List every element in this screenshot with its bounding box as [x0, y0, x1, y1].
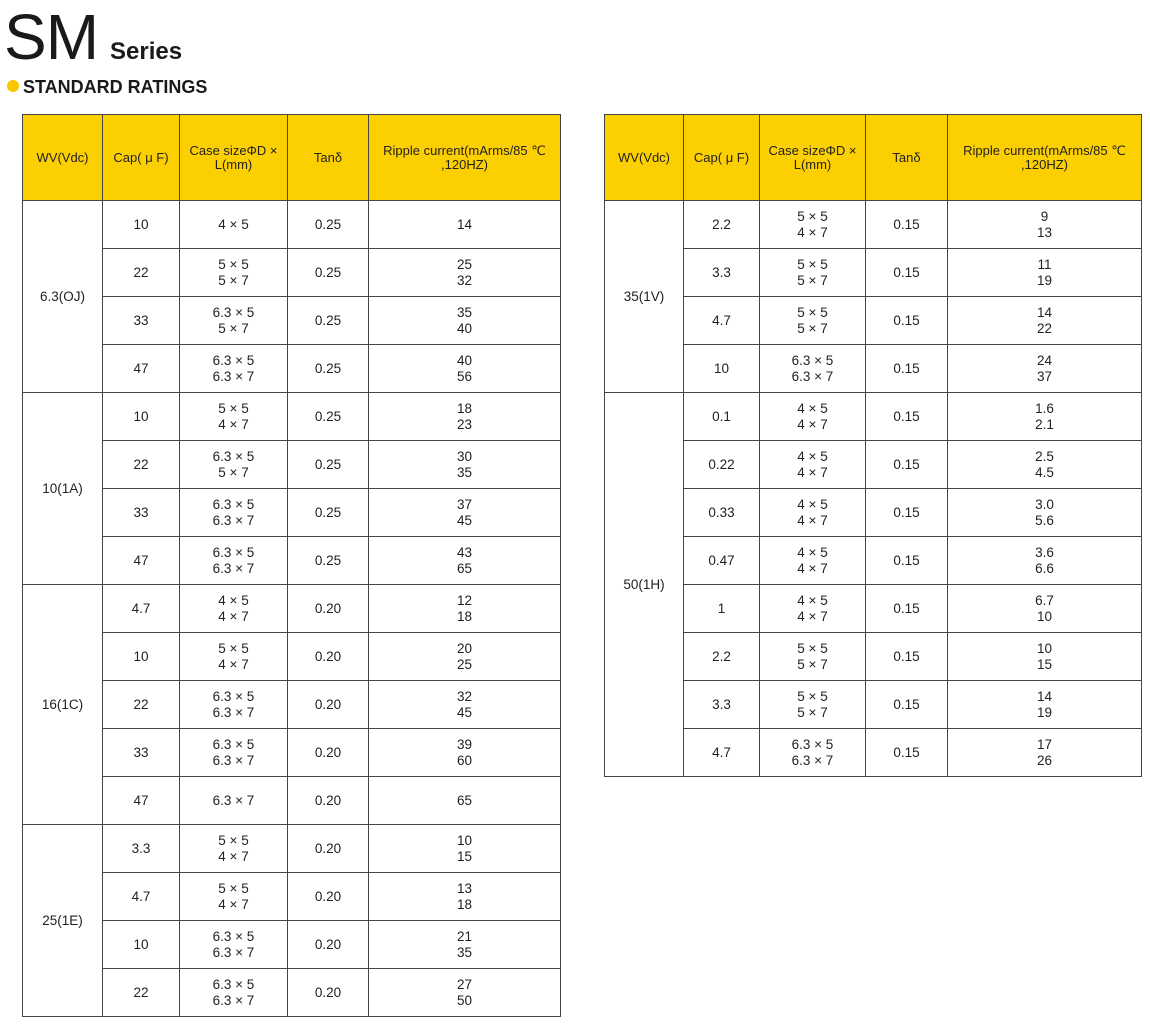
case-size-value: 5 × 5 [218, 400, 249, 416]
tan-delta-cell: 0.25 [288, 297, 369, 345]
ripple-current-value: 35 [456, 464, 473, 480]
cap-cell: 10 [103, 921, 180, 969]
case-size-cell [180, 537, 288, 585]
tan-delta-cell: 0.15 [866, 201, 948, 249]
case-size-cell [180, 393, 288, 441]
case-size-value: 6.3 × 5 [212, 448, 255, 464]
tan-delta-cell: 0.25 [288, 441, 369, 489]
ripple-current-cell [369, 393, 561, 441]
table-row [605, 393, 1142, 441]
case-size-cell [760, 585, 866, 633]
ripple-current-value: 17 [1036, 736, 1053, 752]
table-row [605, 729, 1142, 777]
case-size-cell [180, 585, 288, 633]
table-row [23, 201, 561, 249]
tan-delta-cell: 0.20 [288, 633, 369, 681]
case-size-cell [180, 441, 288, 489]
table-row [23, 297, 561, 345]
ripple-current-value: 22 [1036, 320, 1053, 336]
case-size-value: 5 × 7 [797, 272, 828, 288]
tan-delta-cell: 0.15 [866, 345, 948, 393]
case-size-value: 4 × 7 [218, 656, 249, 672]
series-name: SM [4, 1, 98, 73]
ripple-current-value: 35 [456, 304, 473, 320]
tan-delta-cell: 0.25 [288, 345, 369, 393]
case-size-value: 6.3 × 5 [791, 352, 834, 368]
ripple-current-cell [948, 297, 1142, 345]
case-size-value: 6.3 × 5 [212, 544, 255, 560]
case-size-value: 5 × 7 [797, 656, 828, 672]
table-row [23, 441, 561, 489]
case-size-value: 4 × 7 [218, 896, 249, 912]
case-size-value: 6.3 × 5 [791, 736, 834, 752]
cap-cell: 10 [684, 345, 760, 393]
case-size-value: 5 × 5 [797, 304, 828, 320]
tan-delta-cell: 0.25 [288, 201, 369, 249]
table-row [23, 873, 561, 921]
case-size-value: 5 × 5 [797, 640, 828, 656]
case-size-value: 5 × 7 [218, 320, 249, 336]
ripple-current-value: 19 [1036, 704, 1053, 720]
cap-cell: 3.3 [103, 825, 180, 873]
header-ripple-current: Ripple current(mArms/85 ℃ ,120HZ) [948, 115, 1142, 201]
case-size-value: 4 × 7 [797, 464, 828, 480]
ripple-current-value: 37 [1036, 368, 1053, 384]
tan-delta-cell: 0.15 [866, 585, 948, 633]
case-size-value: 4 × 7 [797, 512, 828, 528]
table-row [605, 345, 1142, 393]
ripple-current-value: 65 [456, 792, 473, 808]
case-size-cell [760, 489, 866, 537]
case-size-cell [760, 249, 866, 297]
case-size-value: 4 × 5 [797, 448, 828, 464]
table-row [605, 297, 1142, 345]
ripple-current-value: 18 [456, 608, 473, 624]
case-size-cell [180, 297, 288, 345]
ripple-current-value: 35 [456, 944, 473, 960]
ripple-current-value: 3.6 [1035, 544, 1054, 560]
table-header-row [23, 115, 561, 201]
ripple-current-value: 21 [456, 928, 473, 944]
cap-cell: 2.2 [684, 201, 760, 249]
cap-cell: 10 [103, 633, 180, 681]
tan-delta-cell: 0.25 [288, 537, 369, 585]
case-size-cell [760, 393, 866, 441]
section-heading [7, 77, 207, 98]
case-size-cell [760, 729, 866, 777]
case-size-value: 6.3 × 5 [212, 352, 255, 368]
table-row [23, 969, 561, 1017]
cap-cell: 22 [103, 441, 180, 489]
case-size-value: 4 × 5 [218, 592, 249, 608]
ripple-current-value: 4.5 [1035, 464, 1054, 480]
ripple-current-value: 19 [1036, 272, 1053, 288]
cap-cell: 0.47 [684, 537, 760, 585]
case-size-cell [760, 441, 866, 489]
ripple-current-value: 15 [456, 848, 473, 864]
header-cap: Cap( μ F) [103, 115, 180, 201]
cap-cell: 22 [103, 249, 180, 297]
wv-cell: 6.3(OJ) [23, 201, 103, 393]
wv-cell: 25(1E) [23, 825, 103, 1017]
cap-cell: 4.7 [684, 297, 760, 345]
ripple-current-value: 30 [456, 448, 473, 464]
ripple-current-value: 45 [456, 512, 473, 528]
case-size-value: 4 × 7 [218, 608, 249, 624]
cap-cell: 22 [103, 681, 180, 729]
ripple-current-value: 18 [456, 400, 473, 416]
case-size-value: 5 × 5 [218, 880, 249, 896]
tan-delta-cell: 0.15 [866, 393, 948, 441]
cap-cell: 22 [103, 969, 180, 1017]
ripple-current-value: 37 [456, 496, 473, 512]
case-size-value: 6.3 × 7 [212, 944, 255, 960]
table-row [605, 441, 1142, 489]
ripple-current-cell [369, 921, 561, 969]
case-size-cell [180, 249, 288, 297]
case-size-cell [180, 777, 288, 825]
ripple-current-value: 43 [456, 544, 473, 560]
ripple-current-value: 6.6 [1035, 560, 1054, 576]
ripple-current-value: 24 [1036, 352, 1053, 368]
ripple-current-value: 2.5 [1035, 448, 1054, 464]
ripple-current-cell [369, 249, 561, 297]
tan-delta-cell: 0.20 [288, 825, 369, 873]
header-case-size: Case sizeΦD × L(mm) [180, 115, 288, 201]
table-row [23, 537, 561, 585]
series-label: Series [110, 38, 183, 65]
case-size-value: 4 × 5 [797, 400, 828, 416]
ripple-current-value: 14 [456, 216, 473, 232]
wv-cell: 35(1V) [605, 201, 684, 393]
ripple-current-value: 26 [1036, 752, 1053, 768]
cap-cell: 4.7 [103, 585, 180, 633]
wv-cell: 16(1C) [23, 585, 103, 825]
table-row [605, 681, 1142, 729]
cap-cell: 3.3 [684, 681, 760, 729]
section-heading-text: STANDARD RATINGS [23, 77, 208, 97]
tan-delta-cell: 0.20 [288, 585, 369, 633]
table-row [605, 249, 1142, 297]
ripple-current-value: 13 [1036, 224, 1053, 240]
table-row [23, 249, 561, 297]
tan-delta-cell: 0.15 [866, 249, 948, 297]
table-row [23, 393, 561, 441]
ripple-current-cell [369, 729, 561, 777]
cap-cell: 0.33 [684, 489, 760, 537]
ripple-current-value: 11 [1037, 256, 1052, 272]
case-size-cell [180, 489, 288, 537]
ripple-current-cell [369, 489, 561, 537]
ripple-current-value: 39 [456, 736, 473, 752]
ripple-current-value: 13 [456, 880, 473, 896]
tan-delta-cell: 0.15 [866, 297, 948, 345]
case-size-cell [180, 633, 288, 681]
case-size-value: 5 × 5 [797, 208, 828, 224]
ripple-current-value: 18 [456, 896, 473, 912]
ripple-current-value: 9 [1040, 208, 1049, 224]
ripple-current-cell [948, 729, 1142, 777]
ripple-current-value: 14 [1036, 304, 1053, 320]
ripple-current-value: 45 [456, 704, 473, 720]
cap-cell: 0.1 [684, 393, 760, 441]
header-tan-delta: Tanδ [288, 115, 369, 201]
ripple-current-cell [948, 681, 1142, 729]
ripple-current-cell [948, 585, 1142, 633]
ripple-current-value: 10 [1036, 608, 1053, 624]
table-row [23, 729, 561, 777]
case-size-cell [180, 201, 288, 249]
case-size-cell [760, 345, 866, 393]
table-row [23, 825, 561, 873]
table-row [23, 921, 561, 969]
ripple-current-cell [369, 825, 561, 873]
ratings-table-right [604, 114, 1142, 777]
cap-cell: 2.2 [684, 633, 760, 681]
tan-delta-cell: 0.20 [288, 873, 369, 921]
case-size-value: 5 × 7 [797, 704, 828, 720]
ripple-current-value: 60 [456, 752, 473, 768]
case-size-cell [180, 729, 288, 777]
ripple-current-value: 15 [1036, 656, 1053, 672]
cap-cell: 1 [684, 585, 760, 633]
ripple-current-value: 25 [456, 656, 473, 672]
tan-delta-cell: 0.20 [288, 969, 369, 1017]
ripple-current-value: 6.7 [1035, 592, 1054, 608]
tan-delta-cell: 0.15 [866, 537, 948, 585]
header-wv: WV(Vdc) [605, 115, 684, 201]
ripple-current-value: 32 [456, 272, 473, 288]
ripple-current-cell [369, 537, 561, 585]
ripple-current-cell [369, 585, 561, 633]
table-row [605, 537, 1142, 585]
case-size-value: 6.3 × 7 [212, 560, 255, 576]
ripple-current-value: 50 [456, 992, 473, 1008]
table-row [23, 777, 561, 825]
tan-delta-cell: 0.20 [288, 777, 369, 825]
table-row [605, 201, 1142, 249]
case-size-value: 6.3 × 7 [212, 992, 255, 1008]
case-size-value: 6.3 × 7 [212, 704, 255, 720]
ripple-current-value: 10 [1036, 640, 1053, 656]
cap-cell: 33 [103, 297, 180, 345]
ripple-current-value: 12 [456, 592, 473, 608]
case-size-value: 4 × 7 [797, 224, 828, 240]
tan-delta-cell: 0.15 [866, 681, 948, 729]
case-size-value: 4 × 5 [797, 544, 828, 560]
ratings-table-left [22, 114, 561, 1017]
case-size-value: 5 × 5 [218, 640, 249, 656]
ripple-current-value: 14 [1036, 688, 1053, 704]
cap-cell: 33 [103, 489, 180, 537]
ripple-current-cell [948, 489, 1142, 537]
ripple-current-value: 2.1 [1035, 416, 1054, 432]
case-size-value: 6.3 × 7 [212, 752, 255, 768]
case-size-value: 5 × 7 [797, 320, 828, 336]
ripple-current-cell [948, 345, 1142, 393]
ripple-current-cell [369, 873, 561, 921]
case-size-value: 6.3 × 5 [212, 928, 255, 944]
tan-delta-cell: 0.15 [866, 633, 948, 681]
case-size-cell [760, 297, 866, 345]
ripple-current-value: 40 [456, 352, 473, 368]
ripple-current-value: 3.0 [1035, 496, 1054, 512]
ripple-current-value: 23 [456, 416, 473, 432]
header-wv: WV(Vdc) [23, 115, 103, 201]
tan-delta-cell: 0.25 [288, 489, 369, 537]
table-row [605, 633, 1142, 681]
cap-cell: 47 [103, 777, 180, 825]
cap-cell: 47 [103, 345, 180, 393]
case-size-value: 4 × 7 [797, 416, 828, 432]
ripple-current-cell [369, 681, 561, 729]
case-size-cell [180, 969, 288, 1017]
cap-cell: 10 [103, 201, 180, 249]
ripple-current-value: 25 [456, 256, 473, 272]
tan-delta-cell: 0.15 [866, 441, 948, 489]
case-size-value: 6.3 × 5 [212, 688, 255, 704]
ripple-current-value: 56 [456, 368, 473, 384]
case-size-value: 6.3 × 7 [212, 792, 255, 808]
ripple-current-cell [369, 297, 561, 345]
ripple-current-cell [369, 777, 561, 825]
case-size-value: 6.3 × 7 [791, 752, 834, 768]
table-row [23, 345, 561, 393]
wv-cell: 10(1A) [23, 393, 103, 585]
case-size-value: 5 × 5 [218, 832, 249, 848]
table-row [605, 489, 1142, 537]
ripple-current-cell [948, 441, 1142, 489]
case-size-value: 4 × 5 [797, 592, 828, 608]
case-size-value: 4 × 7 [218, 416, 249, 432]
case-size-value: 4 × 5 [797, 496, 828, 512]
header-case-size: Case sizeΦD × L(mm) [760, 115, 866, 201]
bullet-dot-icon [7, 80, 19, 92]
tan-delta-cell: 0.15 [866, 489, 948, 537]
cap-cell: 4.7 [684, 729, 760, 777]
case-size-value: 6.3 × 5 [212, 736, 255, 752]
ripple-current-cell [948, 633, 1142, 681]
cap-cell: 47 [103, 537, 180, 585]
case-size-cell [180, 921, 288, 969]
ripple-current-cell [948, 393, 1142, 441]
ripple-current-cell [369, 201, 561, 249]
case-size-value: 4 × 7 [797, 560, 828, 576]
case-size-value: 4 × 5 [218, 216, 249, 232]
ripple-current-value: 1.6 [1035, 400, 1054, 416]
case-size-cell [760, 633, 866, 681]
tan-delta-cell: 0.25 [288, 249, 369, 297]
ripple-current-cell [369, 441, 561, 489]
tan-delta-cell: 0.20 [288, 921, 369, 969]
ripple-current-value: 65 [456, 560, 473, 576]
table-body [23, 201, 561, 1017]
ripple-current-cell [948, 249, 1142, 297]
case-size-value: 5 × 7 [218, 464, 249, 480]
ripple-current-value: 27 [456, 976, 473, 992]
case-size-value: 4 × 7 [797, 608, 828, 624]
tan-delta-cell: 0.20 [288, 729, 369, 777]
ripple-current-cell [369, 969, 561, 1017]
ripple-current-value: 32 [456, 688, 473, 704]
ripple-current-cell [948, 201, 1142, 249]
case-size-cell [760, 681, 866, 729]
case-size-value: 5 × 5 [218, 256, 249, 272]
header-tan-delta: Tanδ [866, 115, 948, 201]
cap-cell: 4.7 [103, 873, 180, 921]
case-size-cell [180, 345, 288, 393]
ripple-current-cell [369, 633, 561, 681]
case-size-value: 6.3 × 5 [212, 976, 255, 992]
case-size-value: 4 × 7 [218, 848, 249, 864]
table-row [23, 489, 561, 537]
case-size-cell [760, 537, 866, 585]
case-size-value: 5 × 7 [218, 272, 249, 288]
case-size-value: 6.3 × 7 [791, 368, 834, 384]
table-row [23, 633, 561, 681]
cap-cell: 0.22 [684, 441, 760, 489]
ripple-current-cell [369, 345, 561, 393]
wv-cell: 50(1H) [605, 393, 684, 777]
cap-cell: 3.3 [684, 249, 760, 297]
case-size-cell [180, 825, 288, 873]
ripple-current-value: 5.6 [1035, 512, 1054, 528]
table-row [23, 681, 561, 729]
table-row [23, 585, 561, 633]
case-size-cell [760, 201, 866, 249]
table-row [605, 585, 1142, 633]
case-size-value: 5 × 5 [797, 688, 828, 704]
ripple-current-value: 10 [456, 832, 473, 848]
header-ripple-current: Ripple current(mArms/85 ℃ ,120HZ) [369, 115, 561, 201]
header-cap: Cap( μ F) [684, 115, 760, 201]
case-size-value: 6.3 × 7 [212, 512, 255, 528]
tan-delta-cell: 0.25 [288, 393, 369, 441]
ripple-current-value: 40 [456, 320, 473, 336]
page-title [4, 0, 182, 74]
case-size-value: 6.3 × 5 [212, 304, 255, 320]
tan-delta-cell: 0.20 [288, 681, 369, 729]
case-size-value: 6.3 × 7 [212, 368, 255, 384]
case-size-cell [180, 681, 288, 729]
cap-cell: 10 [103, 393, 180, 441]
tan-delta-cell: 0.15 [866, 729, 948, 777]
cap-cell: 33 [103, 729, 180, 777]
case-size-value: 5 × 5 [797, 256, 828, 272]
case-size-value: 6.3 × 5 [212, 496, 255, 512]
table-body [605, 201, 1142, 777]
ripple-current-cell [948, 537, 1142, 585]
table-header-row [605, 115, 1142, 201]
case-size-cell [180, 873, 288, 921]
ripple-current-value: 20 [456, 640, 473, 656]
